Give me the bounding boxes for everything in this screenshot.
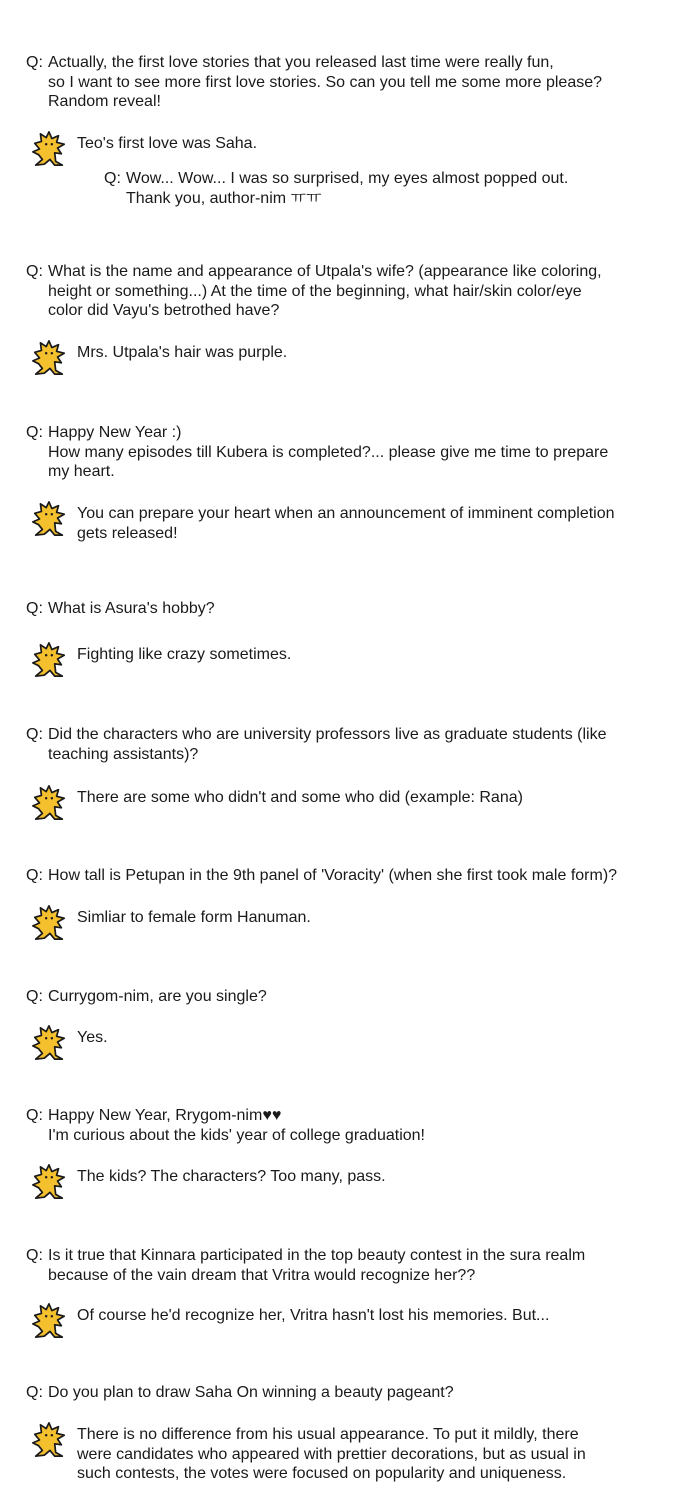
answer-block: [30, 134, 660, 154]
author-mascot-icon: [30, 784, 68, 822]
question-block: [26, 866, 656, 886]
question-prefix: Q:: [26, 263, 43, 280]
followup-line: Wow... Wow... I was so surprised, my eyes almost popped out.: [126, 170, 569, 187]
author-mascot-icon: [30, 1302, 68, 1340]
question-prefix: Q:: [26, 1384, 43, 1401]
followup-question-block: [104, 169, 664, 208]
question-block: [26, 1246, 656, 1285]
answer-line: Simliar to female form Hanuman.: [77, 909, 311, 926]
question-line: Happy New Year :): [48, 424, 182, 441]
answer-block: [30, 343, 660, 363]
question-line: because of the vain dream that Vritra would recognize her??: [48, 1266, 476, 1284]
answer-block: [30, 908, 660, 928]
question-block: [26, 53, 656, 112]
question-prefix: Q:: [26, 726, 43, 743]
answer-line: were candidates who appeared with prettier decorations, but as usual in: [77, 1445, 586, 1463]
question-line: What is the name and appearance of Utpala's wife? (appearance like coloring,: [48, 263, 602, 280]
author-mascot-icon: [30, 641, 68, 679]
author-mascot-icon: [30, 130, 68, 168]
question-line: What is Asura's hobby?: [48, 600, 215, 617]
question-line: Did the characters who are university professors live as graduate students (like: [48, 726, 607, 743]
question-line: Random reveal!: [48, 93, 161, 110]
question-prefix: Q:: [26, 988, 43, 1005]
answer-line: You can prepare your heart when an announcement of imminent completion: [77, 505, 615, 522]
answer-line: such contests, the votes were focused on popularity and uniqueness.: [77, 1465, 567, 1482]
question-block: [26, 599, 656, 619]
author-mascot-icon: [30, 339, 68, 377]
answer-block: [30, 1425, 660, 1484]
answer-block: [30, 1167, 660, 1187]
author-mascot-icon: [30, 1024, 68, 1062]
answer-block: [30, 504, 660, 543]
question-line: so I want to see more first love stories. So can you tell me some more please?: [48, 73, 603, 91]
question-prefix: Q:: [26, 600, 43, 617]
question-block: [26, 1383, 656, 1403]
question-line: color did Vayu's betrothed have?: [48, 302, 280, 319]
question-prefix: Q:: [104, 170, 121, 187]
question-block: [26, 987, 656, 1007]
answer-line: There are some who didn't and some who did (example: Rana): [77, 789, 523, 806]
question-line: height or something...) At the time of the beginning, what hair/skin color/eye: [48, 282, 582, 300]
question-line: Do you plan to draw Saha On winning a beauty pageant?: [48, 1384, 454, 1401]
question-line: Currygom-nim, are you single?: [48, 988, 267, 1005]
question-block: [26, 423, 656, 482]
answer-line: gets released!: [77, 524, 178, 542]
question-block: [26, 725, 656, 764]
answer-block: [30, 1028, 660, 1048]
answer-block: [30, 1306, 660, 1326]
answer-line: Teo's first love was Saha.: [77, 135, 258, 152]
author-mascot-icon: [30, 1421, 68, 1459]
question-line: Actually, the first love stories that you released last time were really fun,: [48, 54, 554, 71]
answer-line: Mrs. Utpala's hair was purple.: [77, 344, 288, 361]
followup-line: Thank you, author-nim ㅠㅠ: [126, 189, 322, 207]
question-prefix: Q:: [26, 424, 43, 441]
question-prefix: Q:: [26, 1107, 43, 1124]
answer-block: [30, 788, 660, 808]
answer-line: Fighting like crazy sometimes.: [77, 646, 292, 663]
answer-block: [30, 645, 660, 665]
question-prefix: Q:: [26, 867, 43, 884]
answer-line: The kids? The characters? Too many, pass.: [77, 1168, 386, 1185]
answer-line: Of course he'd recognize her, Vritra hasn't lost his memories. But...: [77, 1307, 550, 1324]
question-prefix: Q:: [26, 54, 43, 71]
author-mascot-icon: [30, 1163, 68, 1201]
question-line: How many episodes till Kubera is completed?... please give me time to prepare: [48, 443, 609, 461]
author-mascot-icon: [30, 904, 68, 942]
question-line: Happy New Year, Rrygom-nim♥♥: [48, 1107, 282, 1124]
question-line: teaching assistants)?: [48, 745, 199, 763]
question-line: my heart.: [48, 463, 115, 480]
question-line: I'm curious about the kids' year of college graduation!: [48, 1126, 425, 1144]
question-line: How tall is Petupan in the 9th panel of 'Voracity' (when she first took male form)?: [48, 867, 618, 884]
answer-line: There is no difference from his usual appearance. To put it mildly, there: [77, 1426, 579, 1443]
question-block: [26, 1106, 656, 1145]
question-prefix: Q:: [26, 1247, 43, 1264]
question-block: [26, 262, 656, 321]
question-line: Is it true that Kinnara participated in the top beauty contest in the sura realm: [48, 1247, 586, 1264]
answer-line: Yes.: [77, 1029, 108, 1046]
author-mascot-icon: [30, 500, 68, 538]
